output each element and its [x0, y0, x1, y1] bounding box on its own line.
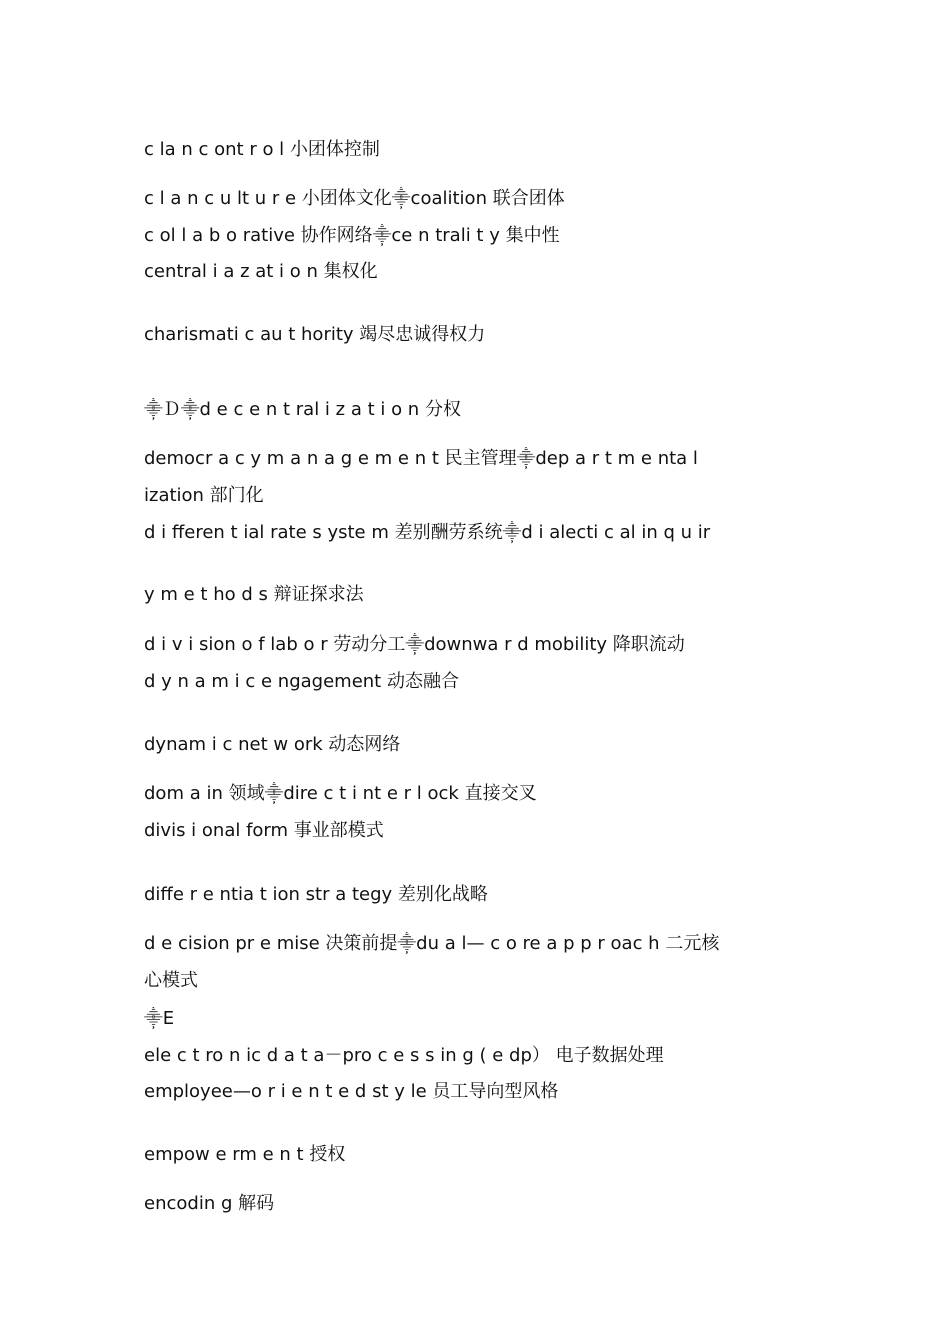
term-domain-direct-interlock: dom a in 领域⸎dire c t i nt e r l ock 直接交叉: [144, 783, 537, 804]
term-differential-rate-system: d i fferen t ial rate s yste m 差别酬劳系统⸎d i alecti c al in q u ir: [144, 522, 711, 543]
term-divisional-form: divis i onal form 事业部模式: [144, 820, 384, 841]
term-clan-control: c la n c ont r o l 小团体控制: [144, 139, 380, 160]
term-electronic-data-processing: ele c t ro n ic d a t a－pro c e s s in g ( e dp） 电子数据处理: [144, 1045, 664, 1066]
term-dual-core-cont: 心模式: [144, 970, 198, 991]
term-encoding: encodin g 解码: [144, 1193, 275, 1214]
term-dialectical-inquiry-cont: y m e t ho d s 辩证探求法: [144, 584, 364, 605]
term-decentralization: ⸎Ｄ⸎d e c e n t ral i z a t i o n 分权: [144, 399, 461, 420]
term-differentiation-strategy: diffe r e ntia t ion str a tegy 差别化战略: [144, 884, 488, 905]
term-division-of-labor: d i v i sion o f lab o r 劳动分工⸎downwa r d mobility 降职流动: [144, 634, 685, 655]
term-dynamic-engagement: d y n a m i c e ngagement 动态融合: [144, 671, 459, 692]
term-charismatic-authority: charismati c au t hority 竭尽忠诚得权力: [144, 324, 486, 345]
term-clan-culture-coalition: c l a n c u lt u r e 小团体文化⸎coalition 联合团体: [144, 188, 565, 209]
term-empowerment: empow e rm e n t 授权: [144, 1144, 346, 1165]
term-employee-oriented-style: employee—o r i e n t e d st y le 员工导向型风格: [144, 1081, 559, 1102]
term-centralization: central i a z at i o n 集权化: [144, 261, 378, 282]
section-letter-e: ⸎E: [144, 1008, 175, 1029]
term-decision-premise: d e cision pr e mise 决策前提⸎du a l— c o re a p p r oac h 二元核: [144, 933, 720, 954]
term-departmentalization-cont: ization 部门化: [144, 485, 264, 506]
term-dynamic-network: dynam i c net w ork 动态网络: [144, 734, 401, 755]
term-democracy-management: democr a c y m a n a g e m e n t 民主管理⸎dep a r t m e nta l: [144, 448, 698, 469]
term-collaborative-centrality: c ol l a b o rative 协作网络⸎ce n trali t y 集中性: [144, 225, 560, 246]
